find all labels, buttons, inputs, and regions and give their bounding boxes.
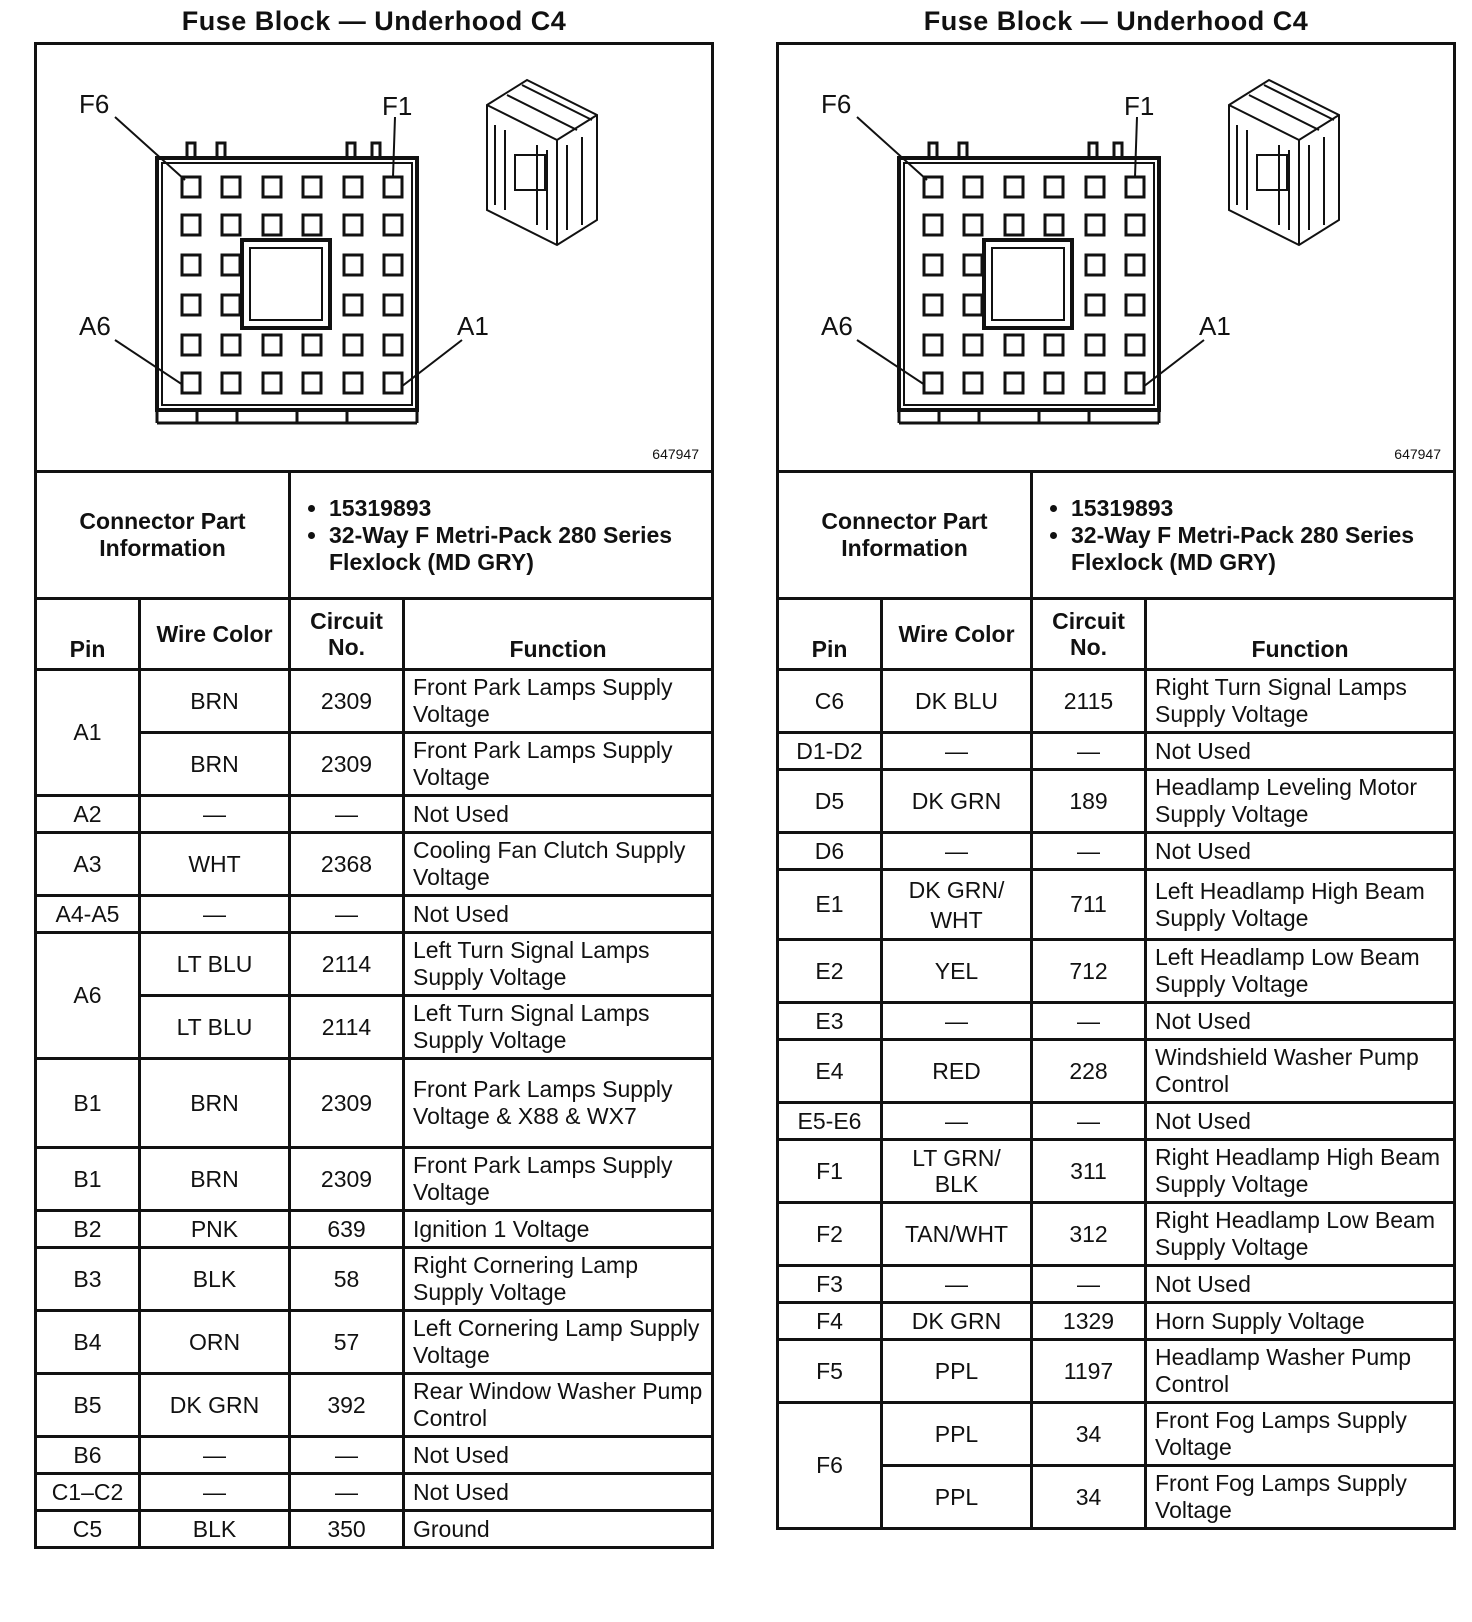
connector-diagram: [34, 42, 714, 470]
wire-cell: BRN: [140, 1059, 290, 1148]
pin-cell: E4: [778, 1040, 882, 1103]
wire-cell: BRN: [140, 670, 290, 733]
wire-cell: RED: [882, 1040, 1032, 1103]
pin-cell: B5: [36, 1374, 140, 1437]
table-row: [36, 1148, 713, 1211]
circuit-cell: —: [290, 1437, 404, 1474]
table-row: [36, 1211, 713, 1248]
circuit-cell: —: [1032, 833, 1146, 870]
table-row: [36, 896, 713, 933]
circuit-cell: 228: [1032, 1040, 1146, 1103]
wire-cell: —: [882, 1266, 1032, 1303]
function-cell: Left Turn Signal Lamps Supply Voltage: [404, 996, 713, 1059]
circuit-cell: 189: [1032, 770, 1146, 833]
table-row: [36, 933, 713, 996]
table-row: [36, 1311, 713, 1374]
function-cell: Rear Window Washer Pump Control: [404, 1374, 713, 1437]
wire-cell: —: [140, 1437, 290, 1474]
wire-cell: LT GRN/ BLK: [882, 1140, 1032, 1203]
circuit-cell: 34: [1032, 1403, 1146, 1466]
function-cell: Not Used: [1146, 833, 1455, 870]
function-cell: Right Turn Signal Lamps Supply Voltage: [1146, 670, 1455, 733]
header-function: Function: [404, 599, 713, 670]
pin-cell: E3: [778, 1003, 882, 1040]
wire-cell: —: [882, 1003, 1032, 1040]
wire-cell: LT BLU: [140, 996, 290, 1059]
circuit-cell: 1197: [1032, 1340, 1146, 1403]
pin-cell: E2: [778, 940, 882, 1003]
table-row: [778, 1140, 1455, 1203]
function-cell: Not Used: [404, 896, 713, 933]
table-row: [36, 1248, 713, 1311]
table-row: [778, 1203, 1455, 1266]
pin-cell: D5: [778, 770, 882, 833]
function-cell: Front Park Lamps Supply Voltage: [404, 1148, 713, 1211]
connector-info-value: [1032, 472, 1455, 599]
image-code: 647947: [1394, 446, 1441, 462]
connector-info-table: [34, 470, 714, 600]
function-cell: Left Headlamp High Beam Supply Voltage: [1146, 870, 1455, 940]
circuit-cell: —: [290, 1474, 404, 1511]
panel-title: Fuse Block — Underhood C4: [923, 6, 1309, 36]
pin-cell: B4: [36, 1311, 140, 1374]
circuit-cell: 639: [290, 1211, 404, 1248]
callout-f1: F1: [382, 91, 413, 121]
circuit-cell: 712: [1032, 940, 1146, 1003]
function-cell: Right Headlamp High Beam Supply Voltage: [1146, 1140, 1455, 1203]
pin-cell: A1: [36, 670, 140, 796]
wire-cell: BRN: [140, 1148, 290, 1211]
function-cell: Horn Supply Voltage: [1146, 1303, 1455, 1340]
wire-cell: YEL: [882, 940, 1032, 1003]
function-cell: Front Park Lamps Supply Voltage: [404, 733, 713, 796]
function-cell: Not Used: [404, 796, 713, 833]
callout-a1: A1: [457, 311, 489, 341]
callout-a6: A6: [821, 311, 853, 341]
pin-cell: E1: [778, 870, 882, 940]
circuit-cell: 1329: [1032, 1303, 1146, 1340]
wire-cell: TAN/WHT: [882, 1203, 1032, 1266]
circuit-cell: 2114: [290, 933, 404, 996]
pin-cell: E5-E6: [778, 1103, 882, 1140]
table-row: [36, 1474, 713, 1511]
wire-cell: PPL: [882, 1403, 1032, 1466]
pin-cell: B1: [36, 1059, 140, 1148]
function-cell: Front Park Lamps Supply Voltage & X88 & WX7: [404, 1059, 713, 1148]
wire-cell: DK GRN: [140, 1374, 290, 1437]
pin-cell: F2: [778, 1203, 882, 1266]
pin-cell: C6: [778, 670, 882, 733]
table-row: [778, 770, 1455, 833]
wire-cell: ORN: [140, 1311, 290, 1374]
part-number: • 15319893: [329, 495, 701, 522]
image-code: 647947: [652, 446, 699, 462]
circuit-cell: 2368: [290, 833, 404, 896]
pin-cell: F4: [778, 1303, 882, 1340]
function-cell: Cooling Fan Clutch Supply Voltage: [404, 833, 713, 896]
table-row: [36, 670, 713, 733]
connector-info-label: Connector Part Information: [36, 472, 290, 599]
circuit-cell: 2114: [290, 996, 404, 1059]
table-row: [36, 1511, 713, 1548]
function-cell: Front Fog Lamps Supply Voltage: [1146, 1466, 1455, 1529]
table-header-row: [36, 599, 713, 670]
pin-cell: A6: [36, 933, 140, 1059]
function-cell: Front Park Lamps Supply Voltage: [404, 670, 713, 733]
wire-cell: DK GRN: [882, 1303, 1032, 1340]
pin-cell: B1: [36, 1148, 140, 1211]
wire-cell: DK GRN: [882, 770, 1032, 833]
circuit-cell: —: [1032, 1003, 1146, 1040]
table-row: [778, 940, 1455, 1003]
function-cell: Left Headlamp Low Beam Supply Voltage: [1146, 940, 1455, 1003]
circuit-cell: 392: [290, 1374, 404, 1437]
wire-cell: —: [882, 733, 1032, 770]
circuit-cell: 2309: [290, 670, 404, 733]
wire-cell: BRN: [140, 733, 290, 796]
function-cell: Headlamp Leveling Motor Supply Voltage: [1146, 770, 1455, 833]
function-cell: Not Used: [1146, 733, 1455, 770]
function-cell: Windshield Washer Pump Control: [1146, 1040, 1455, 1103]
table-row: [36, 796, 713, 833]
connector-face-drawing: [37, 45, 717, 473]
connector-description: • 32-Way F Metri-Pack 280 Series Flexlock (MD GRY): [329, 522, 701, 576]
pin-cavities: [182, 177, 402, 393]
callout-f1: F1: [1124, 91, 1155, 121]
function-cell: Left Turn Signal Lamps Supply Voltage: [404, 933, 713, 996]
pin-cell: D6: [778, 833, 882, 870]
pinout-table: [776, 597, 1456, 1530]
header-circuit: Circuit No.: [1032, 599, 1146, 670]
table-row: [36, 1374, 713, 1437]
table-row: [778, 833, 1455, 870]
table-header-row: [778, 599, 1455, 670]
table-row: [36, 833, 713, 896]
wire-cell: BLK: [140, 1248, 290, 1311]
function-cell: Not Used: [1146, 1103, 1455, 1140]
pin-cell: F5: [778, 1340, 882, 1403]
function-cell: Not Used: [1146, 1003, 1455, 1040]
function-cell: Not Used: [1146, 1266, 1455, 1303]
table-row: [778, 1303, 1455, 1340]
table-row: [36, 1437, 713, 1474]
circuit-cell: —: [1032, 1103, 1146, 1140]
pin-cell: D1-D2: [778, 733, 882, 770]
wire-cell: DK GRN/ WHT: [882, 870, 1032, 940]
header-pin: Pin: [36, 599, 140, 670]
pin-cell: B6: [36, 1437, 140, 1474]
connector-diagram: [776, 42, 1456, 470]
wire-cell: BLK: [140, 1511, 290, 1548]
function-cell: Headlamp Washer Pump Control: [1146, 1340, 1455, 1403]
connector-face-drawing: [779, 45, 1459, 473]
table-row: [778, 870, 1455, 940]
pin-cell: B2: [36, 1211, 140, 1248]
function-cell: Right Headlamp Low Beam Supply Voltage: [1146, 1203, 1455, 1266]
wire-cell: —: [882, 833, 1032, 870]
wire-cell: PPL: [882, 1466, 1032, 1529]
wire-cell: PNK: [140, 1211, 290, 1248]
wire-cell: —: [140, 1474, 290, 1511]
pin-cell: F6: [778, 1403, 882, 1529]
left-panel: [34, 0, 714, 1549]
pin-cell: B3: [36, 1248, 140, 1311]
circuit-cell: 58: [290, 1248, 404, 1311]
callout-a6: A6: [79, 311, 111, 341]
pin-cell: A2: [36, 796, 140, 833]
right-panel: [776, 0, 1456, 1530]
part-number: • 15319893: [1071, 495, 1443, 522]
function-cell: Left Cornering Lamp Supply Voltage: [404, 1311, 713, 1374]
function-cell: Ignition 1 Voltage: [404, 1211, 713, 1248]
wire-cell: —: [882, 1103, 1032, 1140]
callout-f6: F6: [79, 89, 110, 119]
wire-cell: —: [140, 796, 290, 833]
circuit-cell: 311: [1032, 1140, 1146, 1203]
function-cell: Ground: [404, 1511, 713, 1548]
table-row: [778, 670, 1455, 733]
panel-title: Fuse Block — Underhood C4: [181, 6, 567, 36]
pin-cell: C5: [36, 1511, 140, 1548]
pin-cell: C1–C2: [36, 1474, 140, 1511]
pin-cavities: [924, 177, 1144, 393]
table-row: [778, 1340, 1455, 1403]
table-row: [778, 1040, 1455, 1103]
table-row: [36, 1059, 713, 1148]
function-cell: Front Fog Lamps Supply Voltage: [1146, 1403, 1455, 1466]
function-cell: Not Used: [404, 1437, 713, 1474]
table-row: [778, 1403, 1455, 1466]
callout-a1: A1: [1199, 311, 1231, 341]
circuit-cell: —: [290, 796, 404, 833]
circuit-cell: —: [290, 896, 404, 933]
header-wire-color: Wire Color: [882, 599, 1032, 670]
circuit-cell: 711: [1032, 870, 1146, 940]
table-row: [778, 1003, 1455, 1040]
wire-cell: PPL: [882, 1340, 1032, 1403]
pin-cell: F1: [778, 1140, 882, 1203]
header-function: Function: [1146, 599, 1455, 670]
connector-info-table: [776, 470, 1456, 600]
connector-info-label: Connector Part Information: [778, 472, 1032, 599]
pin-cell: A3: [36, 833, 140, 896]
circuit-cell: 2309: [290, 733, 404, 796]
pin-cell: A4-A5: [36, 896, 140, 933]
connector-info-value: [290, 472, 713, 599]
connector-iso-view: [487, 80, 597, 245]
circuit-cell: 2309: [290, 1059, 404, 1148]
header-circuit: Circuit No.: [290, 599, 404, 670]
connector-description: • 32-Way F Metri-Pack 280 Series Flexlock (MD GRY): [1071, 522, 1443, 576]
function-cell: Not Used: [404, 1474, 713, 1511]
circuit-cell: —: [1032, 1266, 1146, 1303]
function-cell: Right Cornering Lamp Supply Voltage: [404, 1248, 713, 1311]
pinout-table: [34, 597, 714, 1549]
wire-cell: LT BLU: [140, 933, 290, 996]
circuit-cell: 350: [290, 1511, 404, 1548]
circuit-cell: 2309: [290, 1148, 404, 1211]
table-row: [778, 733, 1455, 770]
table-row: [778, 1103, 1455, 1140]
pin-cell: F3: [778, 1266, 882, 1303]
header-wire-color: Wire Color: [140, 599, 290, 670]
circuit-cell: 312: [1032, 1203, 1146, 1266]
wire-cell: DK BLU: [882, 670, 1032, 733]
wire-cell: —: [140, 896, 290, 933]
header-pin: Pin: [778, 599, 882, 670]
connector-iso-view: [1229, 80, 1339, 245]
wire-cell: WHT: [140, 833, 290, 896]
table-row: [778, 1266, 1455, 1303]
circuit-cell: 2115: [1032, 670, 1146, 733]
circuit-cell: —: [1032, 733, 1146, 770]
circuit-cell: 57: [290, 1311, 404, 1374]
circuit-cell: 34: [1032, 1466, 1146, 1529]
callout-f6: F6: [821, 89, 852, 119]
